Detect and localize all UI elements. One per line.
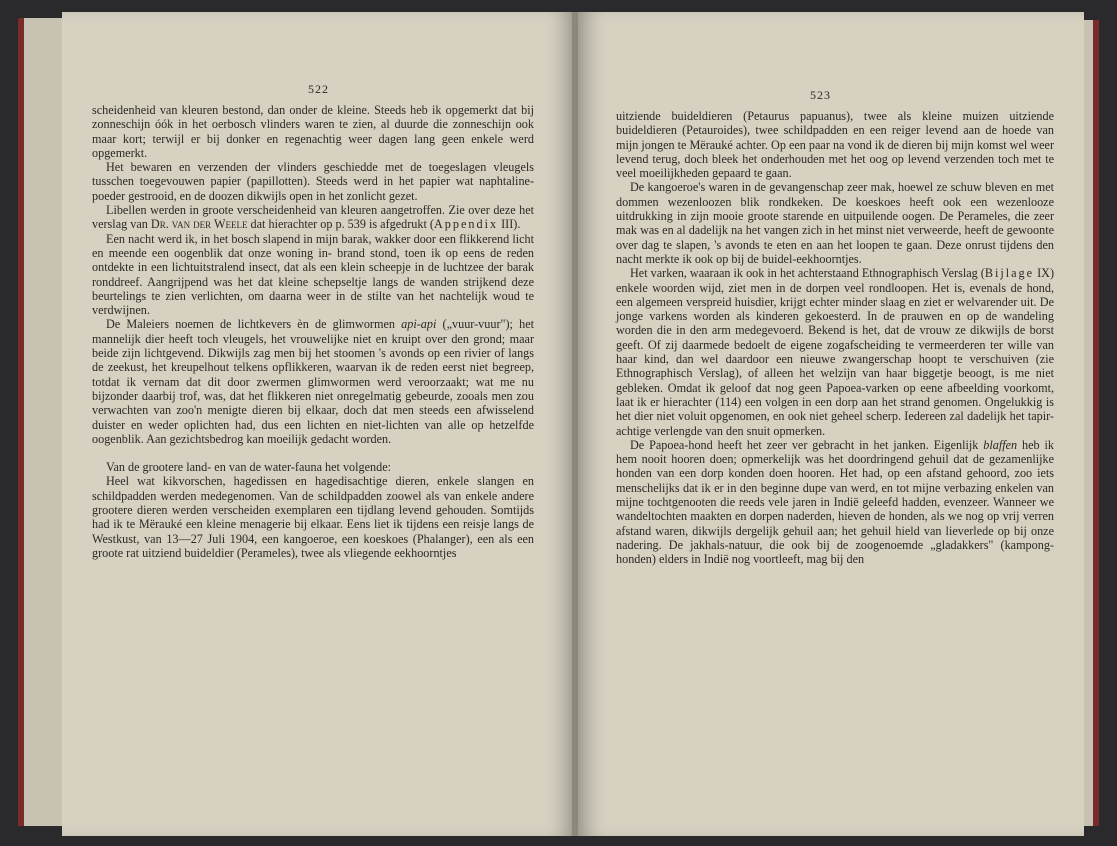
right-page — [578, 12, 1084, 836]
italic-term: api-api — [401, 317, 437, 332]
paragraph: uitziende buideldieren (Petaurus papuanus), twee als kleine muizen uitziende buideldieren (Petauroides), twee schildpadden en een reiger levend aan de hoede van mijn jongen te Mërauké achter. Op een paar na vond ik de dieren bij mijn komst wel weer levend terug, doch bleek het onderhouden met het oog op levend verzenden toch met te veel moeilijkheden gepaard te gaan. — [616, 109, 1054, 181]
left-page-text — [92, 103, 534, 560]
appendix-label: Appendix — [433, 217, 499, 232]
left-page — [62, 12, 574, 836]
paragraph: Libellen werden in groote verscheidenheid van kleuren aangetroffen. Zie over deze het verslag van Dr. van der Weele dat hierachter op p. 539 is afgedrukt (Appendix III). — [92, 203, 534, 232]
paragraph: Van de grootere land- en van de water-fauna het volgende: — [106, 460, 392, 475]
right-page-text — [616, 109, 1054, 567]
appendix-label: Bijlage — [984, 266, 1035, 281]
paragraph: De kangoeroe's waren in de gevangenschap zeer mak, hoewel ze schuw bleven en met dommen wezenloozen blik rondkeken. De koeskoes heeft ook een wezenlooze uitdrukking in zijn mooie groote starende en uitpuilende oogen. De Perameles, die zeer mak was en al dadelijk na het vangen zich in het minst niet verweerde, heeft de gewoonte over dag te slapen, 's avonds te eten en aan het loopen te gaan. Deze onrust tijdens den nacht merkte ik ook op bij de buidel-eekhoorntjes. — [616, 180, 1054, 266]
paragraph: De Papoea-hond heeft het zeer ver gebracht in het janken. Eigenlijk blaffen heb ik hem nooit hooren doen; opmerkelijk was het doordringend gehuil dat de gezamenlijke honden van een dorp konden doen hooren. Het had, op een afstand gehoord, zoo iets menschelijks dat ik er in den beginne dupe van werd, en tot mijne verbazing enkelen van mijne tochtgenooten die reeds vele jaren in Indië geleefd hadden, evenzeer. Wanneer we wandeltochten maakten en dorpen naderden, hieven de honden, als we nog op vrij verren afstand waren, dikwijls dergelijk gehuil aan; het gehuil hield van lieverlede op bij onze nadering. De jakhals-natuur, die ook bij de zoogenoemde „gladakkers" (kampong-honden) elders in Indië nog voortleeft, mag bij den — [616, 437, 1055, 567]
paragraph: Heel wat kikvorschen, hagedissen en hagedisachtige dieren, enkele slangen en schildpadden werden medegenomen. Van de schildpadden zoowel als van enkele andere grootere dieren werden verscheiden exemplaren een tijdlang levend gehouden. Somtijds had ik te Mërauké een kleine menagerie bij elkaar. Eens liet ik tijdens een reisje langs de Westkust, van 13—27 Juli 1904, een kangoeroe, een koeskoes (Phalanger), een als een groote rat uitziend buideldier (Perameles), twee als vliegende eekhoorntjes — [92, 474, 534, 560]
paragraph: Een nacht werd ik, in het bosch slapend in mijn barak, wakker door een flikkerend licht en meende een oogenblik dat onze woning in- brand stond, toen ik op eens de reden ontdekte in een lichtuitstralend insect, dat als een klein scheepje in de luchtzee der barak ronddreef. Aangrijpend was het dat kleine schepseltje langs de wanden strijkend deze beurtelings te zien verlichten, om daarna weer in de stilte van het nachtelijk woud te verdwijnen. — [92, 231, 534, 318]
paragraph: Het bewaren en verzenden der vlinders geschiedde met de toegeslagen vleugels tusschen toegevouwen papier (papillotten). Steeds werd in het papier wat naphtaline-poeder gestrooid, en de doozen dikwijls open in het zonlicht gezet. — [92, 160, 534, 203]
italic-term: blaffen — [983, 437, 1018, 452]
paragraph: scheidenheid van kleuren bestond, dan onder de kleine. Steeds heb ik opgemerkt dat bij zonneschijn óók in het oerbosch vlinders waren te zien, al duurde die zonneschijn ook maar kort; terwijl er bij donker en regenachtig weer dagen lang geen enkele werd opgemerkt. — [92, 103, 534, 160]
author-name: Dr. van der Weele — [150, 217, 248, 232]
page-number-right: 523 — [810, 88, 831, 102]
page-number-left: 522 — [308, 82, 329, 96]
paragraph: De Maleiers noemen de lichtkevers èn de glimwormen api-api („vuur-vuur"); het mannelijk dier heeft toch vleugels, het vrouwelijke niet en kruipt over den grond; maar beide zijn lichtgevend. Dikwijls zag men bij het stoomen 's avonds op een rivier of langs de zeekust, het kreupelhout telkens opflikkeren, waarvan ik de reden eerst niet begreep, totdat ik vernam dat dit door zwermen glimwormen werd veroorzaakt; wat me nu bijzonder daarbij trof, was, dat het flikkeren niet onregelmatig gebeurde, zooals men zou verwachten van zoo'n menigte dieren bij elkaar, doch dat men steeds een afwisselend duister en weder oplichten had, dus een lichten en niet-lichten van alle op hetzelfde oogenblik. Aan gezichtsbedrog kan moeilijk gedacht worden. — [92, 317, 534, 446]
paragraph: Het varken, waaraan ik ook in het achterstaand Ethnographisch Verslag (Bijlage IX) enkele woorden wijd, ziet men in de dorpen veel rondloopen. Het is, evenals de hond, een algemeen verspreid huisdier, krijgt echter minder slaag en ziet er welvarender uit. De jonge varkens worden als kinderen gekoesterd. In de prauwen en op de wandeling worden die in den arm medegevoerd. Bekend is het, dat de vrouw ze dikwijls de borst geeft. Of zij daarmede bedoelt de eigene zogafscheiding te vermeerderen ter wille van haar kind, dan wel daardoor een nieuwe zwangerschap hoopt te verschuiven (zie Ethnographisch Verslag), of alleen het welzijn van haar biggetje beoogt, is me niet gebleken. Omdat ik geloof dat nog geen Papoea-varken op eene afbeelding voorkomt, laat ik er hierachter (114) een volgen in een dorp aan het strand genomen. Ongelukkig is het dier niet voluit opgenomen, en ook niet geheel scherp. Iedereen zal dadelijk het tapir-achtige verlengde van den snuit opmerken. — [616, 266, 1055, 438]
